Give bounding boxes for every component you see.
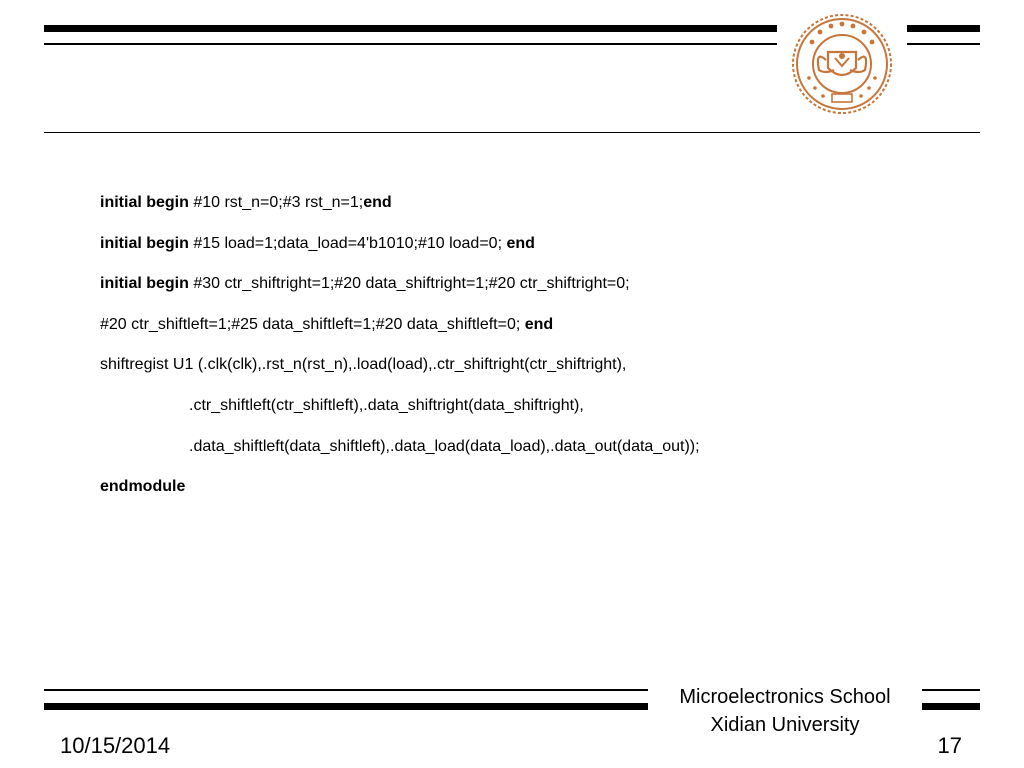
footer-school bbox=[650, 683, 920, 739]
header-divider bbox=[44, 132, 980, 133]
keyword: initial begin bbox=[100, 234, 189, 252]
code-line bbox=[100, 437, 980, 457]
keyword: end bbox=[524, 315, 554, 333]
code-line bbox=[100, 315, 980, 335]
code-text: shiftregist U1 (.clk(clk),.rst_n(rst_n),.load(load),.ctr_shiftright(ctr_shiftright), bbox=[100, 356, 627, 374]
footer-rule-thick-right bbox=[922, 703, 980, 710]
code-line bbox=[100, 234, 980, 254]
university-seal-icon bbox=[779, 12, 905, 116]
university-name: Xidian University bbox=[710, 714, 860, 736]
code-text: .ctr_shiftleft(ctr_shiftleft),.data_shiftright(data_shiftright), bbox=[189, 396, 584, 414]
keyword: end bbox=[363, 194, 392, 211]
code-text: #30 ctr_shiftright=1;#20 data_shiftright=1;#20 ctr_shiftright=0; bbox=[188, 275, 630, 293]
header-rule-thick-left bbox=[44, 25, 777, 32]
school-name: Microelectronics School bbox=[679, 686, 891, 708]
page-number: 17 bbox=[937, 733, 962, 758]
keyword: initial begin bbox=[100, 275, 189, 293]
code-line bbox=[100, 396, 980, 416]
footer-rule-thin-right bbox=[922, 689, 980, 691]
keyword: endmodule bbox=[100, 478, 186, 496]
header-rule-thin-left bbox=[44, 43, 777, 45]
header-rule-thin-right bbox=[907, 43, 980, 45]
code-line bbox=[100, 193, 980, 213]
footer-date: 10/15/2014 bbox=[60, 733, 171, 758]
code-block bbox=[100, 193, 980, 518]
code-text: #15 load=1;data_load=4'b1010;#10 load=0; bbox=[188, 234, 507, 252]
code-text: .data_shiftleft(data_shiftleft),.data_load(data_load),.data_out(data_out)); bbox=[189, 437, 700, 455]
keyword: initial begin bbox=[100, 194, 189, 211]
footer-rule-thin-left bbox=[44, 689, 648, 691]
code-line bbox=[100, 274, 980, 294]
header-rule-thick-right bbox=[907, 25, 980, 32]
code-text: #10 rst_n=0;#3 rst_n=1; bbox=[188, 194, 364, 211]
code-line bbox=[100, 477, 980, 497]
footer-rule-thick-left bbox=[44, 703, 648, 710]
code-text: #20 ctr_shiftleft=1;#25 data_shiftleft=1;#20 data_shiftleft=0; bbox=[100, 315, 525, 333]
keyword: end bbox=[506, 234, 535, 252]
code-line bbox=[100, 355, 980, 375]
